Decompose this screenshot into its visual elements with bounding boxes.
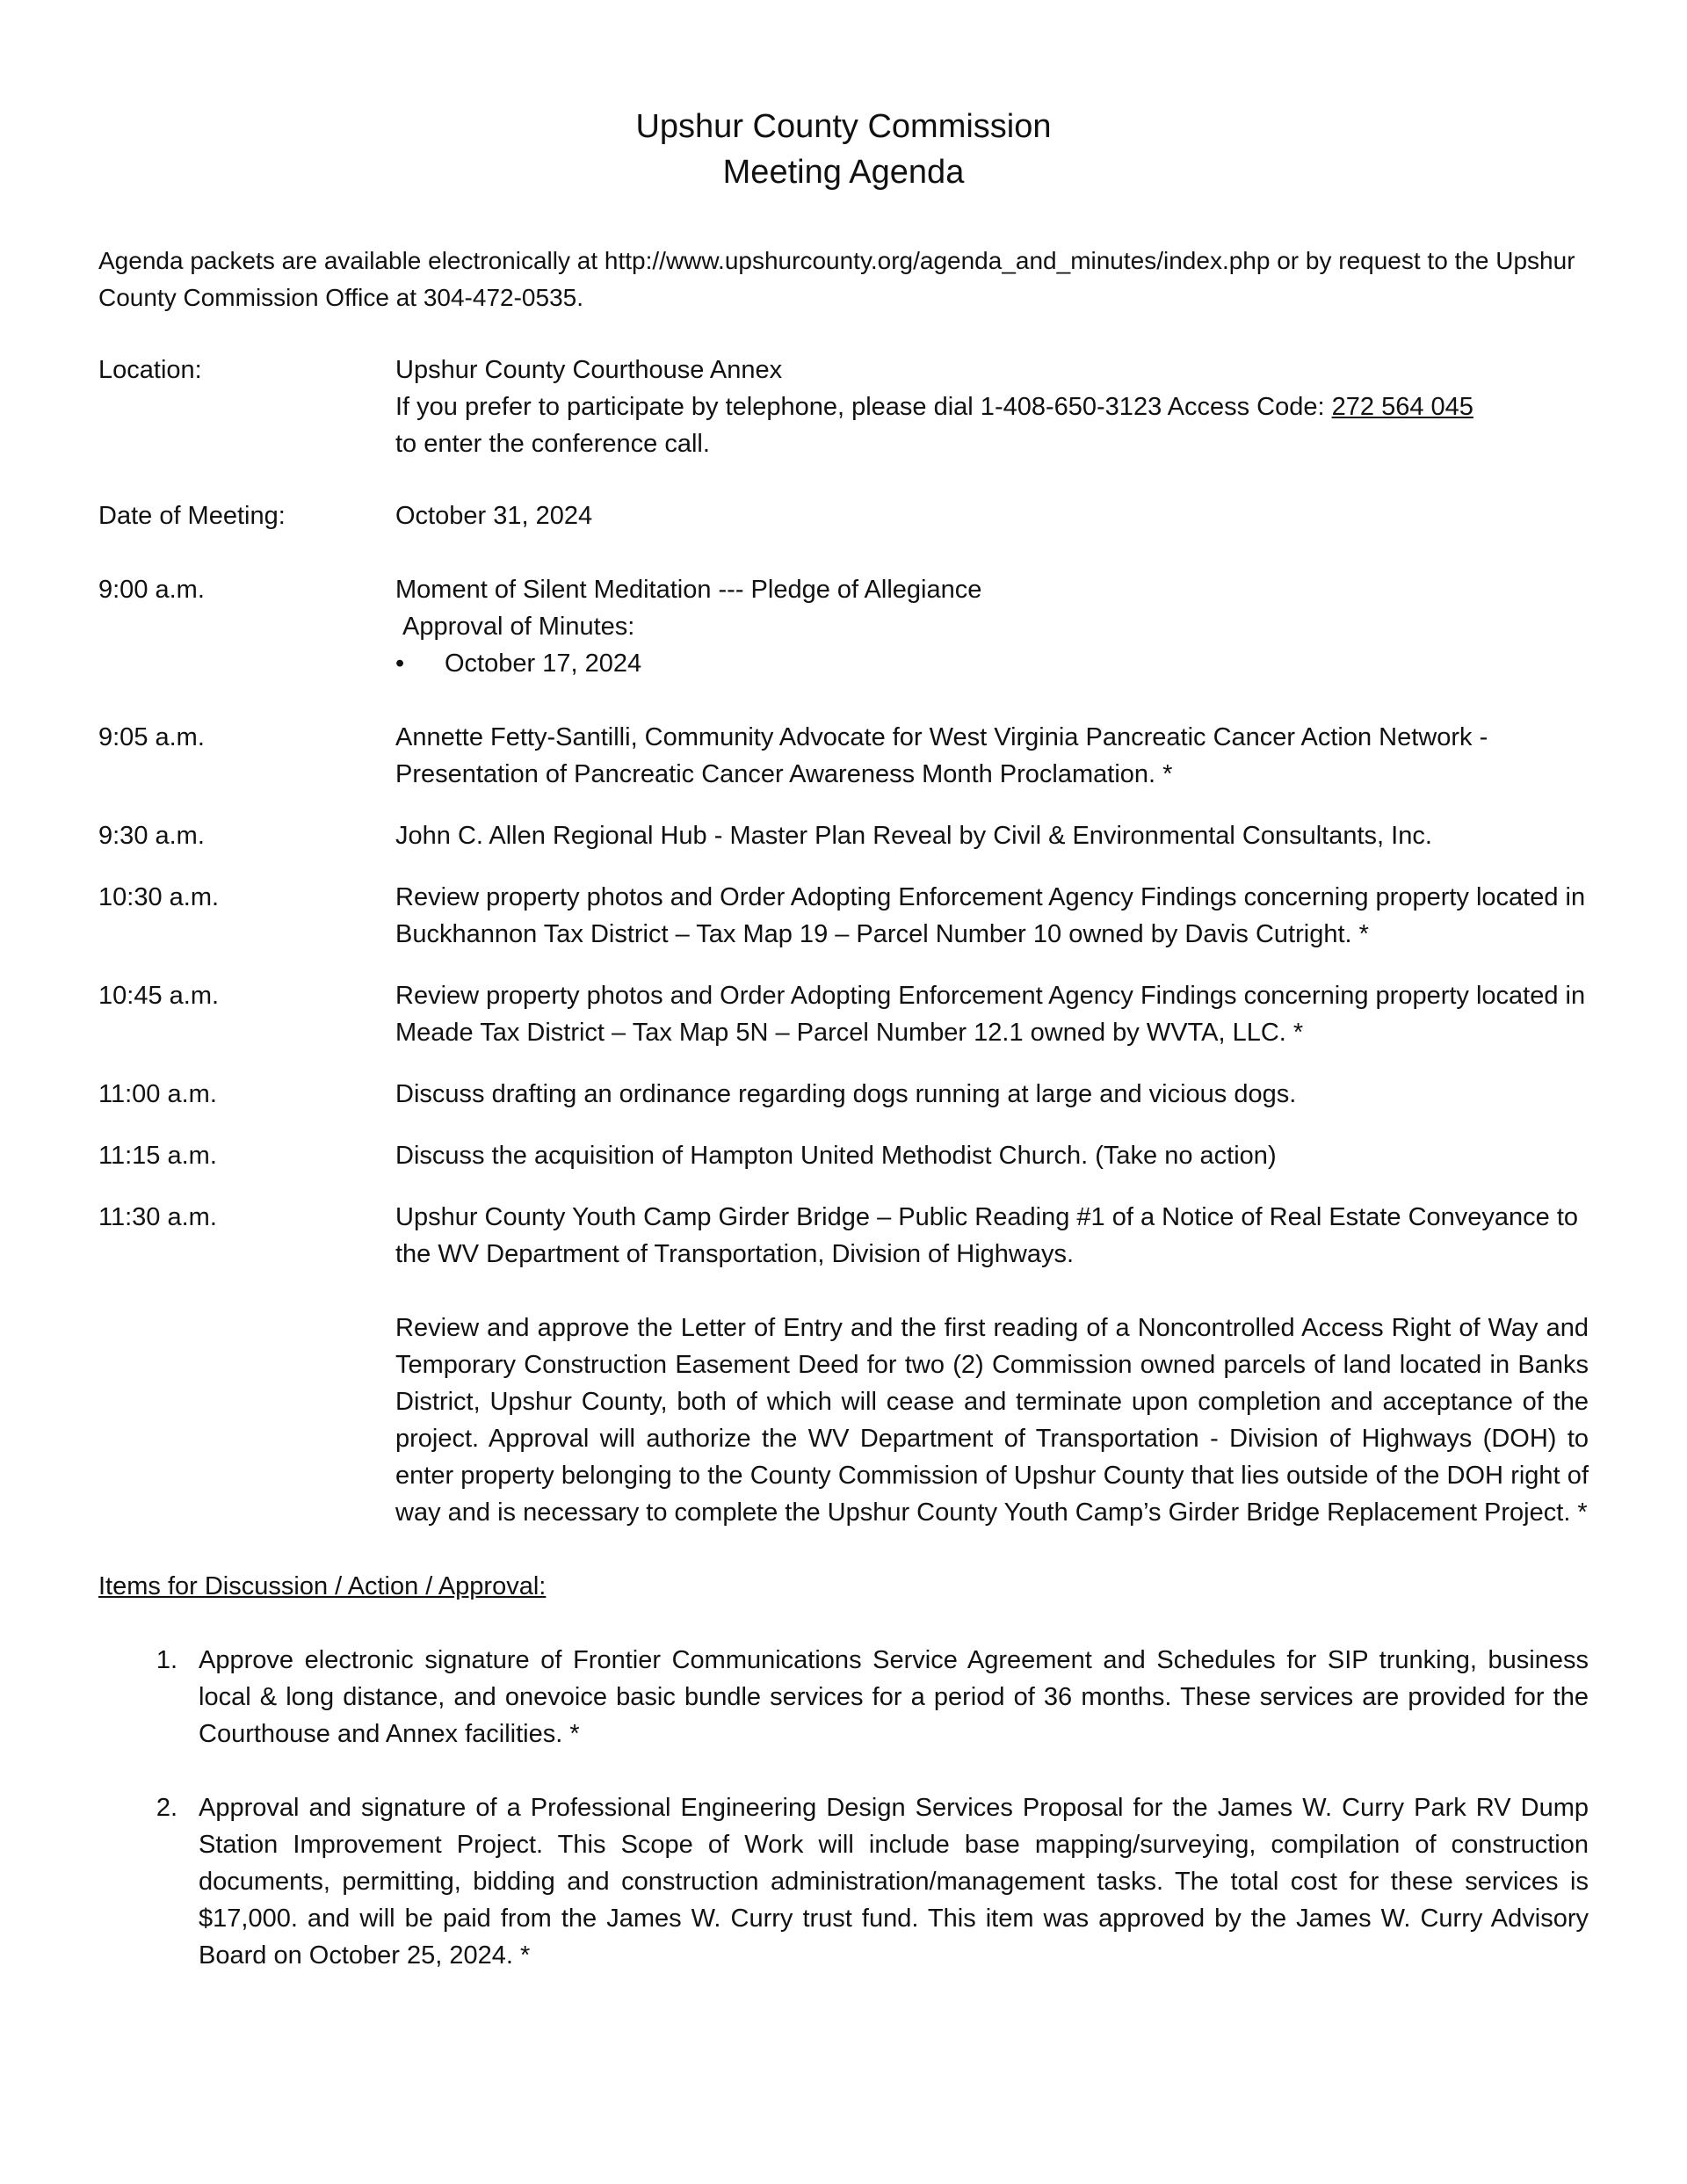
item-number: 1.: [156, 1646, 177, 1674]
intro-paragraph: Agenda packets are available electronically at http://www.upshurcounty.org/agenda_and_minutes/index.php or by request to the Upshur County Commission Office at 304-472-0535.: [98, 247, 1575, 311]
schedule-time: 11:30 a.m.: [98, 1203, 217, 1231]
title-line-1: Upshur County Commission: [635, 108, 1052, 145]
schedule-time: 10:45 a.m.: [98, 982, 220, 1010]
schedule-text: Discuss the acquisition of Hampton United Methodist Church. (Take no action): [395, 1142, 1277, 1170]
location-line-1: Upshur County Courthouse Annex: [395, 356, 783, 384]
date-value: October 31, 2024: [395, 502, 593, 530]
schedule-item: [98, 1137, 1589, 1174]
date-label: Date of Meeting:: [98, 502, 286, 530]
schedule-text: Review property photos and Order Adopting Enforcement Agency Findings concerning property located in Meade Tax District – Tax Map 5N – Parcel Number 12.1 owned by WVTA, LLC. *: [395, 982, 1586, 1047]
schedule-item: [98, 719, 1589, 793]
schedule-time: 9:00 a.m.: [98, 576, 205, 604]
item-text: Approval and signature of a Professional Engineering Design Services Proposal for the James W. Curry Park RV Dump Station Improvement Project. This Scope of Work will include base mapping/surveying, compilation of construction documents, permitting, bidding and construction administration/management tasks. The total cost for these services is $17,000. and will be paid from the James W. Curry trust fund. This item was approved by the James W. Curry Advisory Board on October 25, 2024. *: [199, 1794, 1589, 1970]
schedule-time: 11:00 a.m.: [98, 1080, 217, 1108]
schedule-item: [98, 571, 1589, 682]
schedule-time: 9:30 a.m.: [98, 822, 205, 850]
schedule-time: 9:05 a.m.: [98, 723, 205, 751]
schedule-line: Approval of Minutes:: [402, 613, 635, 641]
schedule-text: Review property photos and Order Adopting Enforcement Agency Findings concerning property located in Buckhannon Tax District – Tax Map 19 – Parcel Number 10 owned by Davis Cutright. *: [395, 883, 1586, 948]
discussion-heading: Items for Discussion / Action / Approval:: [98, 1572, 547, 1600]
schedule-item: [98, 1076, 1589, 1113]
schedule-text: Upshur County Youth Camp Girder Bridge – Public Reading #1 of a Notice of Real Estate Conveyance to the WV Department of Transportation, Division of Highways.: [395, 1203, 1579, 1268]
schedule-item: [98, 817, 1589, 854]
list-item: [98, 1789, 1589, 1974]
item-number: 2.: [156, 1794, 177, 1822]
location-phone-text: If you prefer to participate by telephone, please dial 1-408-650-3123 Access Code:: [395, 393, 1332, 421]
location-line-2: [395, 388, 1589, 425]
access-code: 272 564 045: [1331, 393, 1473, 421]
page-title: [98, 104, 1589, 195]
location-content: [395, 352, 1589, 462]
schedule-item: [98, 1199, 1589, 1531]
minutes-date: October 17, 2024: [445, 649, 642, 678]
schedule-item: [98, 879, 1589, 953]
schedule-item: [98, 977, 1589, 1051]
item-text: Approve electronic signature of Frontier Communications Service Agreement and Schedules for SIP trunking, business local & long distance, and onevoice basic bundle services for a period of 36 months. These services are provided for the Courthouse and Annex facilities. *: [199, 1646, 1589, 1748]
minutes-bullet-item: [395, 645, 1589, 682]
discussion-list: [98, 1642, 1589, 1974]
schedule-text: John C. Allen Regional Hub - Master Plan Reveal by Civil & Environmental Consultants, Inc.: [395, 822, 1432, 850]
date-row: [98, 497, 1589, 534]
bullet-icon: •: [395, 649, 405, 678]
agenda-page: [98, 104, 1589, 1974]
location-line-3: to enter the conference call.: [395, 430, 710, 458]
list-item: [98, 1642, 1589, 1752]
title-line-2: Meeting Agenda: [722, 154, 965, 191]
schedule-line: Moment of Silent Meditation --- Pledge of Allegiance: [395, 576, 982, 604]
schedule-text-detail: Review and approve the Letter of Entry and the first reading of a Noncontrolled Access Right of Way and Temporary Construction Easement Deed for two (2) Commission owned parcels of land located in Banks District, Upshur County, both of which will cease and terminate upon completion and acceptance of the project. Approval will authorize the WV Department of Transportation - Division of Highways (DOH) to enter property belonging to the County Commission of Upshur County that lies outside of the DOH right of way and is necessary to complete the Upshur County Youth Camp’s Girder Bridge Replacement Project. *: [395, 1314, 1589, 1527]
schedule-content: [395, 1199, 1589, 1531]
location-row: [98, 352, 1589, 462]
schedule-content: [395, 571, 1589, 682]
schedule-time: 10:30 a.m.: [98, 883, 220, 911]
schedule-time: 11:15 a.m.: [98, 1142, 217, 1170]
schedule-text: Discuss drafting an ordinance regarding dogs running at large and vicious dogs.: [395, 1080, 1297, 1108]
location-label: Location:: [98, 356, 202, 384]
schedule-text: Annette Fetty-Santilli, Community Advocate for West Virginia Pancreatic Cancer Action Network - Presentation of Pancreatic Cancer Awareness Month Proclamation. *: [395, 723, 1488, 788]
